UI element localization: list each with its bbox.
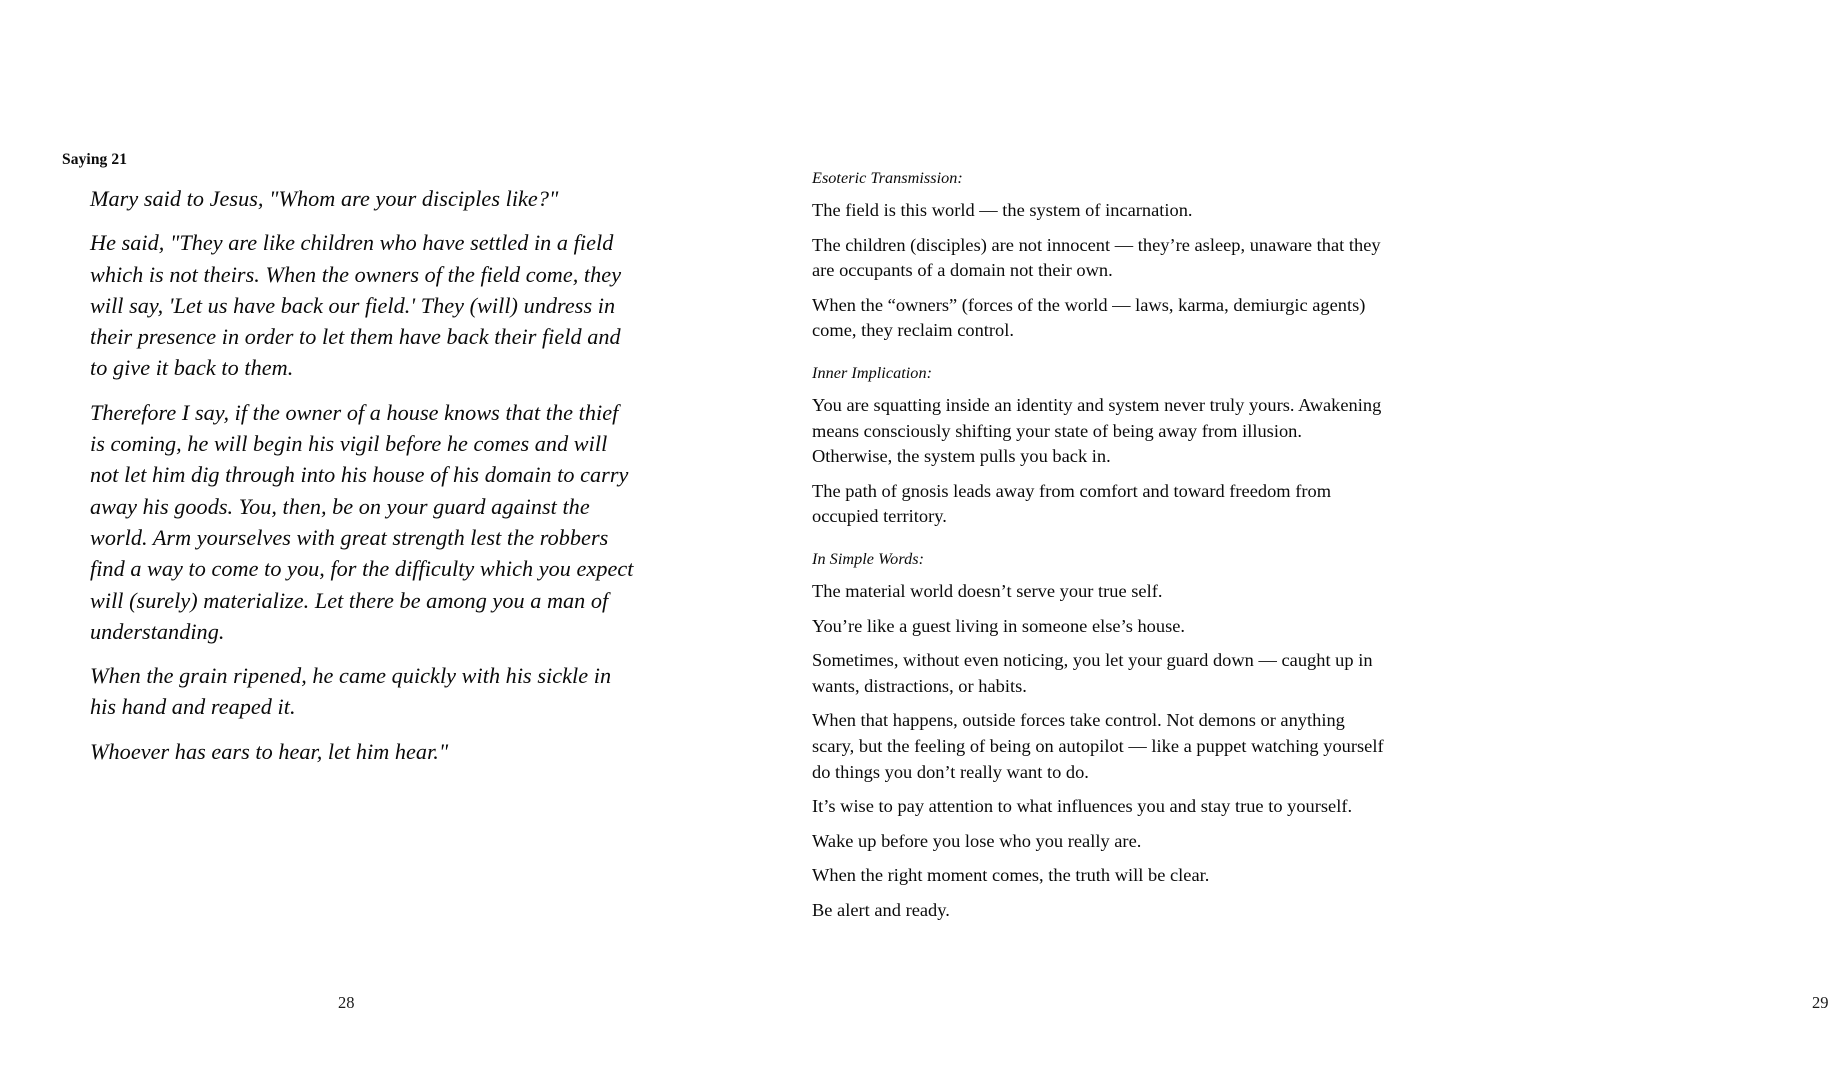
commentary-paragraph: Wake up before you lose who you really are. (812, 830, 1142, 851)
section-heading-esoteric-transmission: Esoteric Transmission: (812, 169, 963, 187)
commentary-paragraph: The field is this world — the system of incarnation. (812, 200, 1193, 220)
scripture-paragraph: He said, "They are like children who have settled in a field which is not theirs. When the owners of the field come, they will say, 'Let us have back our field.' They (will) undress in their presence in order to let them have back their field and to give it back to them. (90, 230, 622, 381)
commentary-paragraph: The path of gnosis leads away from comfort and toward freedom from occupied territory. (812, 480, 1332, 527)
commentary-paragraph: The children (disciples) are not innocent — they’re asleep, unaware that they are occupants of a domain not their own. (812, 234, 1381, 281)
commentary-paragraph: Be alert and ready. (812, 899, 950, 920)
scripture-body (90, 183, 635, 767)
scripture-paragraph: Therefore I say, if the owner of a house knows that the thief is coming, he will begin his vigil before he comes and will not let him dig through into his house of his domain to carry away his goods. You, then, be on your guard against the world. Arm yourselves with great strength lest the robbers find a way to come to you, for the difficulty which you expect will (surely) materialize. Let there be among you a man of understanding. (90, 399, 634, 644)
left-page (0, 0, 722, 1084)
section-heading-inner-implication: Inner Implication: (812, 363, 933, 382)
section-heading-in-simple-words: In Simple Words: (812, 549, 925, 568)
commentary-paragraph: When that happens, outside forces take control. Not demons or anything scary, but the feeling of being on autopilot — like a puppet watching yourself do things you don’t really want to do. (812, 710, 1384, 782)
page-title: Saying 21 (62, 151, 128, 168)
commentary-paragraph: The material world doesn’t serve your true self. (812, 580, 1163, 601)
right-page (722, 0, 1829, 1084)
page-number-right: 29 (1812, 993, 1829, 1012)
scripture-paragraph: When the grain ripened, he came quickly with his sickle in his hand and reaped it. (90, 663, 612, 720)
commentary-paragraph: It’s wise to pay attention to what influences you and stay true to yourself. (812, 796, 1353, 817)
commentary-paragraph: You are squatting inside an identity and system never truly yours. Awakening means consciously shifting your state of being away from illusion. Otherwise, the system pulls you back in. (812, 394, 1382, 467)
commentary-paragraph: Sometimes, without even noticing, you let your guard down — caught up in wants, distractions, or habits. (812, 650, 1373, 696)
commentary-body (812, 167, 1385, 932)
commentary-paragraph: When the “owners” (forces of the world — laws, karma, demiurgic agents) come, they reclaim control. (812, 294, 1366, 341)
scripture-paragraph: Mary said to Jesus, "Whom are your disciples like?" (90, 186, 559, 211)
commentary-paragraph: You’re like a guest living in someone else’s house. (812, 615, 1186, 636)
scripture-paragraph: Whoever has ears to hear, let him hear." (90, 738, 449, 764)
commentary-paragraph: When the right moment comes, the truth will be clear. (812, 865, 1210, 886)
page-number-left: 28 (338, 993, 355, 1012)
